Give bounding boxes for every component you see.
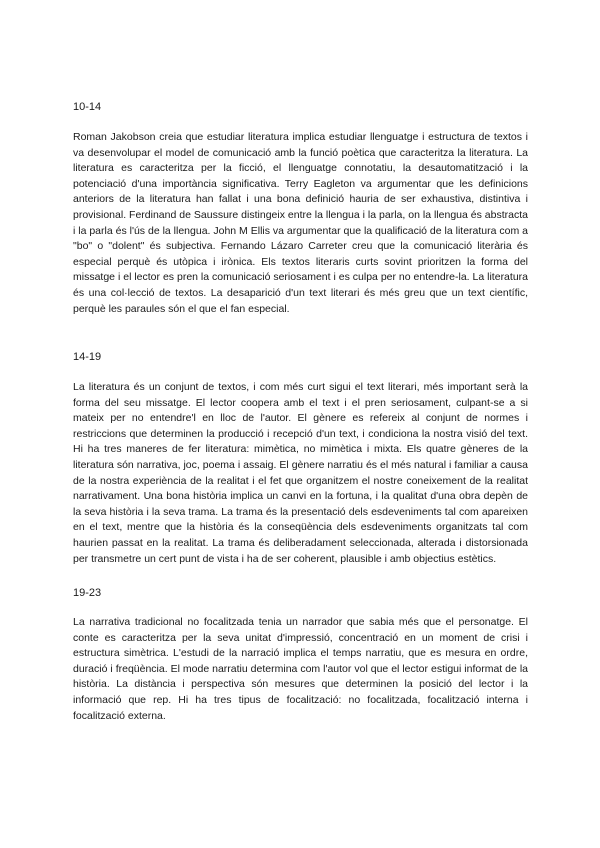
section-paragraph-10-14: Roman Jakobson creia que estudiar literatura implica estudiar llenguatge i estructura de textos i va desenvolupar el model de comunicació amb la funció poètica que caracteritza la literatura. La literatura es caracteritza per la ficció, el llenguatge connotatiu, la desautomatització i la potenciació d'una importància significativa. Terry Eagleton va argumentar que les definicions anteriors de la literatura han fallat i una bona definició hauria de ser exhaustiva, distintiva i provisional. Ferdinand de Saussure distingeix entre la llengua i la parla, on la llengua és abstracta i la parla és l'ús de la llengua. John M Ellis va argumentar que la qualificació de la literatura com a "bo" o "dolent" és subjectiva. Fernando Lázaro Carreter creu que la comunicació literària és especial perquè és utòpica i irònica. Els textos literaris curts sovint prioritzen la forma del missatge i el lector es pren la comunicació seriosament i es culpa per no entendre-la. La literatura és una col·lecció de textos. La desaparició d'un text literari és més greu que un text científic, perquè les paraules són el que el fan especial. [73, 131, 528, 315]
section-heading-14-19: 14-19 [73, 351, 102, 363]
section-paragraph-19-23: La narrativa tradicional no focalitzada tenia un narrador que sabia més que el personatge. El conte es caracteritza per la seva unitat d'impressió, concentració en un moment de crisi i estructura simètrica. L'estudi de la narració implica el temps narratiu, que es mesura en ordre, duració i freqüència. El mode narratiu determina com l'autor vol que el lector estigui informat de la història. La distància i perspectiva són mesures que determinen la posició del lector i la informació que rep. Hi ha tres tipus de focalització: no focalitzada, focalització interna i focalització externa. [73, 616, 528, 722]
section-heading-19-23: 19-23 [73, 587, 102, 599]
section-heading-10-14: 10-14 [73, 101, 102, 113]
section-paragraph-14-19: La literatura és un conjunt de textos, i com més curt sigui el text literari, més important serà la forma del seu missatge. El lector coopera amb el text i el pren seriosament, culpant-se a si mateix per no entendre'l en lloc de l'autor. El gènere es refereix al conjunt de normes i restriccions que determinen la producció i recepció d'un text, i condiciona la nostra visió del text. Hi ha tres maneres de fer literatura: mimètica, no mimètica i mixta. Els quatre gèneres de la literatura són narrativa, joc, poema i assaig. El gènere narratiu és el més natural i familiar a causa de la nostra experiència de la realitat i el fet que organitzem el nostre coneixement de la realitat narrativament. Una bona història implica un canvi en la fortuna, i la qualitat d'una obra depèn de la seva història i la seva trama. La trama és la presentació dels esdeveniments tal com apareixen en el text, mentre que la història és la conseqüència dels esdeveniments organitzats tal com haurien passat en la realitat. La trama és deliberadament seleccionada, alterada i distorsionada per transmetre un cert punt de vista i ha de ser coherent, plausible i amb objectius estètics. [73, 381, 528, 565]
